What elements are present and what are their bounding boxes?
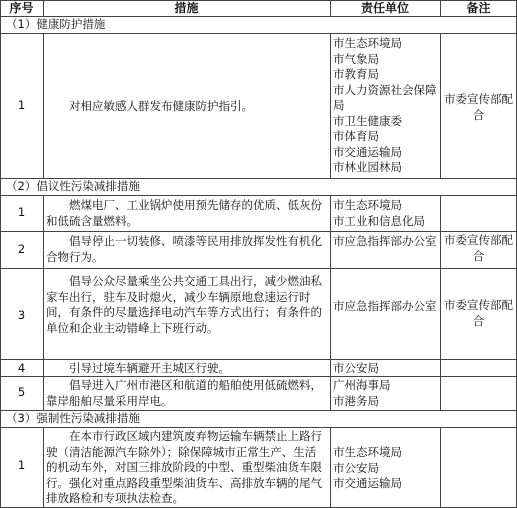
measure-text: 引导过境车辆避开主城区行驶。 [69,361,230,375]
grid-line [440,33,441,179]
grid-line [43,0,44,17]
note: 市委宣传部配合 [444,233,513,263]
responsible-units [330,298,440,332]
unit-item: 市应急指挥部办公室 [333,299,437,313]
section-title: （3）强制性污染减排措施 [6,411,140,425]
unit-item: 市教育局 [333,67,379,81]
unit-item: 市交通运输局 [333,476,402,490]
measure-text: 在本市行政区域内建筑废弃物运输车辆禁止上路行驶（清洁能源汽车除外）；除保障城市正常生产、生活的机动车外，对国三排放阶段的中型、重型柴油货车限行。强化对重点路段重型柴油货车、高排放车辆的尾气排放路检和专项执法检查。 [46,429,322,505]
header-measure: 措施 [174,1,199,15]
measure-text: 对相应敏感人群发布健康防护指引。 [69,99,253,113]
grid-line [43,427,44,508]
unit-item: 市港务局 [333,393,379,408]
unit-item: 市体育局 [333,129,379,143]
note: 市委宣传部配合 [444,92,513,122]
grid-line [440,427,441,508]
unit-item: 市公安局 [333,361,379,375]
responsible-units [330,444,440,494]
grid-line [440,195,441,411]
row-number: 3 [17,308,26,322]
row-number: 5 [17,385,26,399]
unit-item: 市林业园林局 [333,160,402,174]
unit-item: 市生态环境局 [333,36,402,50]
grid-line [330,195,331,411]
header-no: 序号 [9,1,34,15]
unit-item: 市应急指挥部办公室 [333,234,437,248]
grid-line [330,0,331,17]
responsible-units [330,35,440,177]
unit-item: 市工业和信息化局 [333,213,425,228]
grid-line [0,0,1,508]
unit-item: 市交通运输局 [333,144,402,159]
row-number: 4 [17,361,26,375]
row-number: 1 [17,458,26,472]
header-note: 备注 [466,1,491,15]
unit-item: 市气象局 [333,51,379,66]
section-title: （2）倡议性污染减排措施 [6,179,140,193]
grid-line [43,33,44,179]
section-title: （1）健康防护措施 [6,17,106,31]
responsible-units [330,377,440,410]
responsible-units [330,360,440,376]
grid-line [330,33,331,179]
grid-line [440,0,441,17]
unit-item: 市生态环境局 [333,198,402,212]
measure-text: 倡导进入广州市港区和航道的船舶使用低硫燃料，靠岸船舶尽量采用岸电。 [46,378,322,408]
measure-text: 燃煤电厂、工业锅炉使用预先储存的优质、低灰份和低硫含量燃料。 [46,198,322,228]
row-number: 2 [17,242,26,256]
header-unit: 责任单位 [360,1,409,15]
note: 市委宣传部配合 [444,298,513,328]
row-number: 1 [17,205,26,219]
unit-item: 市生态环境局 [333,445,402,459]
responsible-units [330,197,440,230]
unit-item: 市卫生健康委 [333,113,402,128]
grid-line [43,195,44,411]
responsible-units [330,233,440,267]
measure-text: 倡导停止一切装修、喷漆等民用排放挥发性有机化合物行为。 [46,234,322,264]
measure-text: 倡导公众尽量乘坐公共交通工具出行，减少燃油私家车出行，驻车及时熄火，减少车辆原地怠速运行时间，有条件的尽量选择电动汽车等方式出行；有条件的单位和企业主动错峰上下班行动。 [46,274,322,335]
row-number: 1 [17,98,26,112]
unit-item: 广州海事局 [333,378,391,392]
grid-line [330,427,331,508]
unit-item: 市公安局 [333,460,379,475]
unit-item: 市人力资源社会保障局 [333,82,437,112]
